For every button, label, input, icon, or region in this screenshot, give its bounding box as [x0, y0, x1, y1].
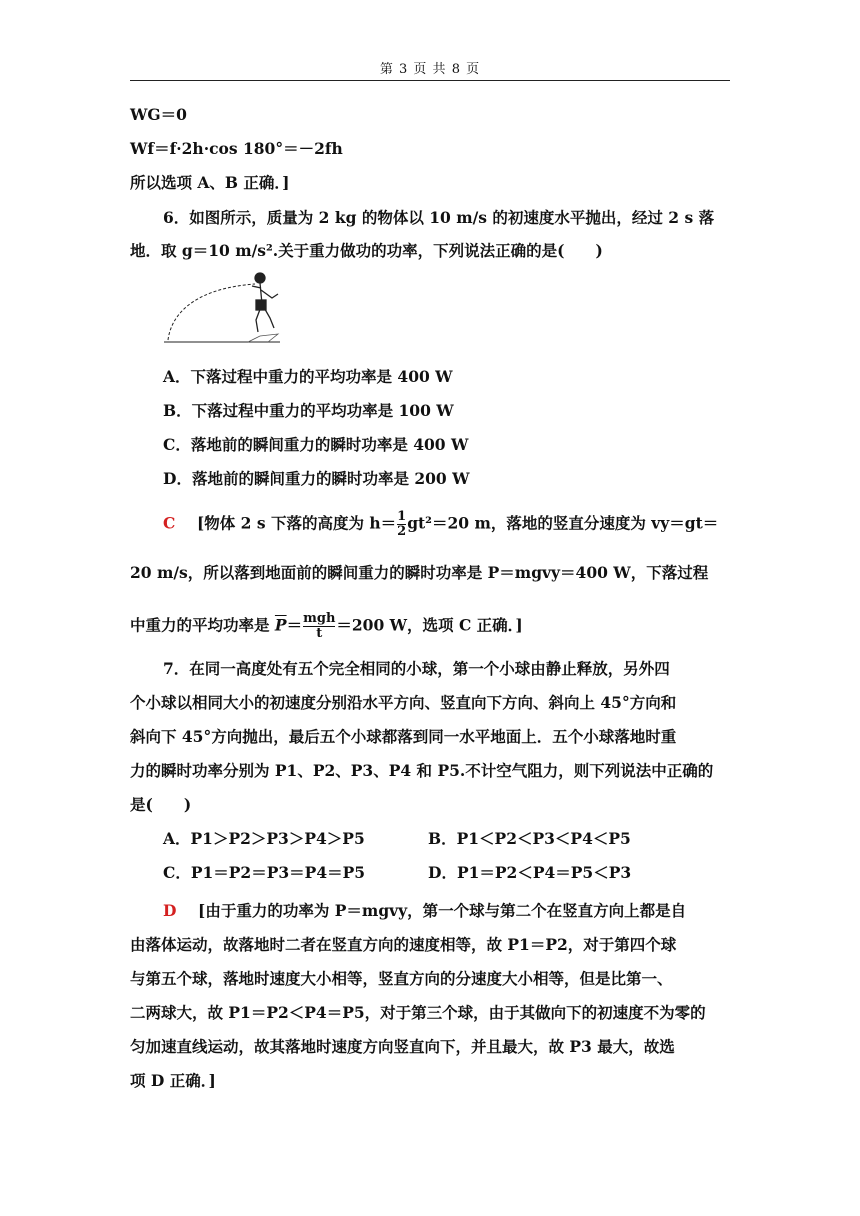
answer-7-text: [由于重力的功率为 P＝mgvy，第一个球与第二个在竖直方向上都是自 [198, 901, 687, 920]
answer-6-line-3 [130, 612, 523, 641]
question-7-line-1: 7．在同一高度处有五个完全相同的小球，第一个小球由静止释放，另外四 [163, 659, 670, 678]
header-rule [130, 80, 730, 81]
question-7-option-d: D．P1＝P2＜P4＝P5＜P3 [428, 863, 632, 882]
question-6-line-2: 地．取 g＝10 m/s².关于重力做功的功率，下列说法正确的是( ) [130, 241, 603, 260]
question-6-option-b: B．下落过程中重力的平均功率是 100 W [163, 401, 454, 420]
question-7-line-5: 是( ) [130, 795, 192, 814]
answer-6-text-pre: [物体 2 s 下落的高度为 h＝ [196, 513, 397, 533]
average-power-equals: ＝ [286, 615, 303, 635]
half-denominator: 2 [397, 524, 407, 539]
answer-7-line-5: 匀加速直线运动，故其落地时速度方向竖直向下，并且最大，故 P3 最大，故选 [130, 1037, 675, 1056]
mgh-over-t-fraction [303, 612, 335, 641]
question-7-option-b: B．P1＜P2＜P3＜P4＜P5 [428, 829, 631, 848]
t-denominator: t [303, 626, 335, 641]
question-6-option-a: A．下落过程中重力的平均功率是 400 W [163, 367, 453, 386]
answer-6-text-post: gt²＝20 m，落地的竖直分速度为 vy＝gt＝ [407, 513, 719, 533]
line-wf: Wf＝f·2h·cos 180°＝－2fh [130, 139, 343, 158]
question-7-option-a: A．P1＞P2＞P3＞P4＞P5 [163, 829, 365, 848]
question-6-option-d: D．落地前的瞬间重力的瞬时功率是 200 W [163, 469, 470, 488]
half-numerator: 1 [397, 509, 407, 524]
line-conclusion: 所以选项 A、B 正确．] [130, 173, 290, 192]
thrower-figure [252, 273, 278, 332]
projectile-figure [160, 270, 300, 350]
question-7-line-2: 个小球以相同大小的初速度分别沿水平方向、竖直向下方向、斜向上 45°方向和 [130, 693, 677, 712]
question-7-line-3: 斜向下 45°方向抛出，最后五个小球都落到同一水平地面上．五个小球落地时重 [130, 727, 677, 746]
answer-7-line-6: 项 D 正确．] [130, 1071, 216, 1090]
answer-6-line-3-post: ＝200 W，选项 C 正确．] [336, 615, 523, 635]
half-fraction [397, 510, 406, 539]
answer-6-line-2: 20 m/s，所以落到地面前的瞬间重力的瞬时功率是 P＝mgvy＝400 W，下落过程 [130, 563, 709, 582]
question-7-line-4: 力的瞬时功率分别为 P1、P2、P3、P4 和 P5.不计空气阻力，则下列说法中正确的 [130, 761, 714, 780]
ground-shadow [248, 334, 278, 342]
question-6-option-c: C．落地前的瞬间重力的瞬时功率是 400 W [163, 435, 469, 454]
trajectory-arc [168, 284, 255, 340]
question-6-line-1: 6．如图所示，质量为 2 kg 的物体以 10 m/s 的初速度水平抛出，经过 2 s 落 [163, 208, 715, 227]
answer-6-letter: C [163, 513, 176, 533]
answer-6-line-1 [163, 510, 718, 539]
question-7-option-c: C．P1＝P2＝P3＝P4＝P5 [163, 863, 366, 882]
answer-7-line-3: 与第五个球，落地时速度大小相等，竖直方向的分速度大小相等，但是比第一、 [130, 969, 673, 988]
page-header: 第 3 页 共 8 页 [379, 62, 481, 77]
mgh-numerator: mgh [303, 611, 336, 626]
answer-7-line-1 [163, 900, 686, 922]
answer-7-line-4: 二两球大，故 P1＝P2＜P4＝P5，对于第三个球，由于其做向下的初速度不为零的 [130, 1003, 706, 1022]
line-wg: WG＝0 [130, 105, 187, 124]
average-power-symbol: $\overline{P}$ [274, 615, 287, 635]
answer-7-letter: D [163, 901, 177, 920]
answer-7-line-2: 由落体运动，故落地时二者在竖直方向的速度相等，故 P1＝P2，对于第四个球 [130, 935, 677, 954]
answer-6-line-3-pre: 中重力的平均功率是 [130, 615, 270, 635]
